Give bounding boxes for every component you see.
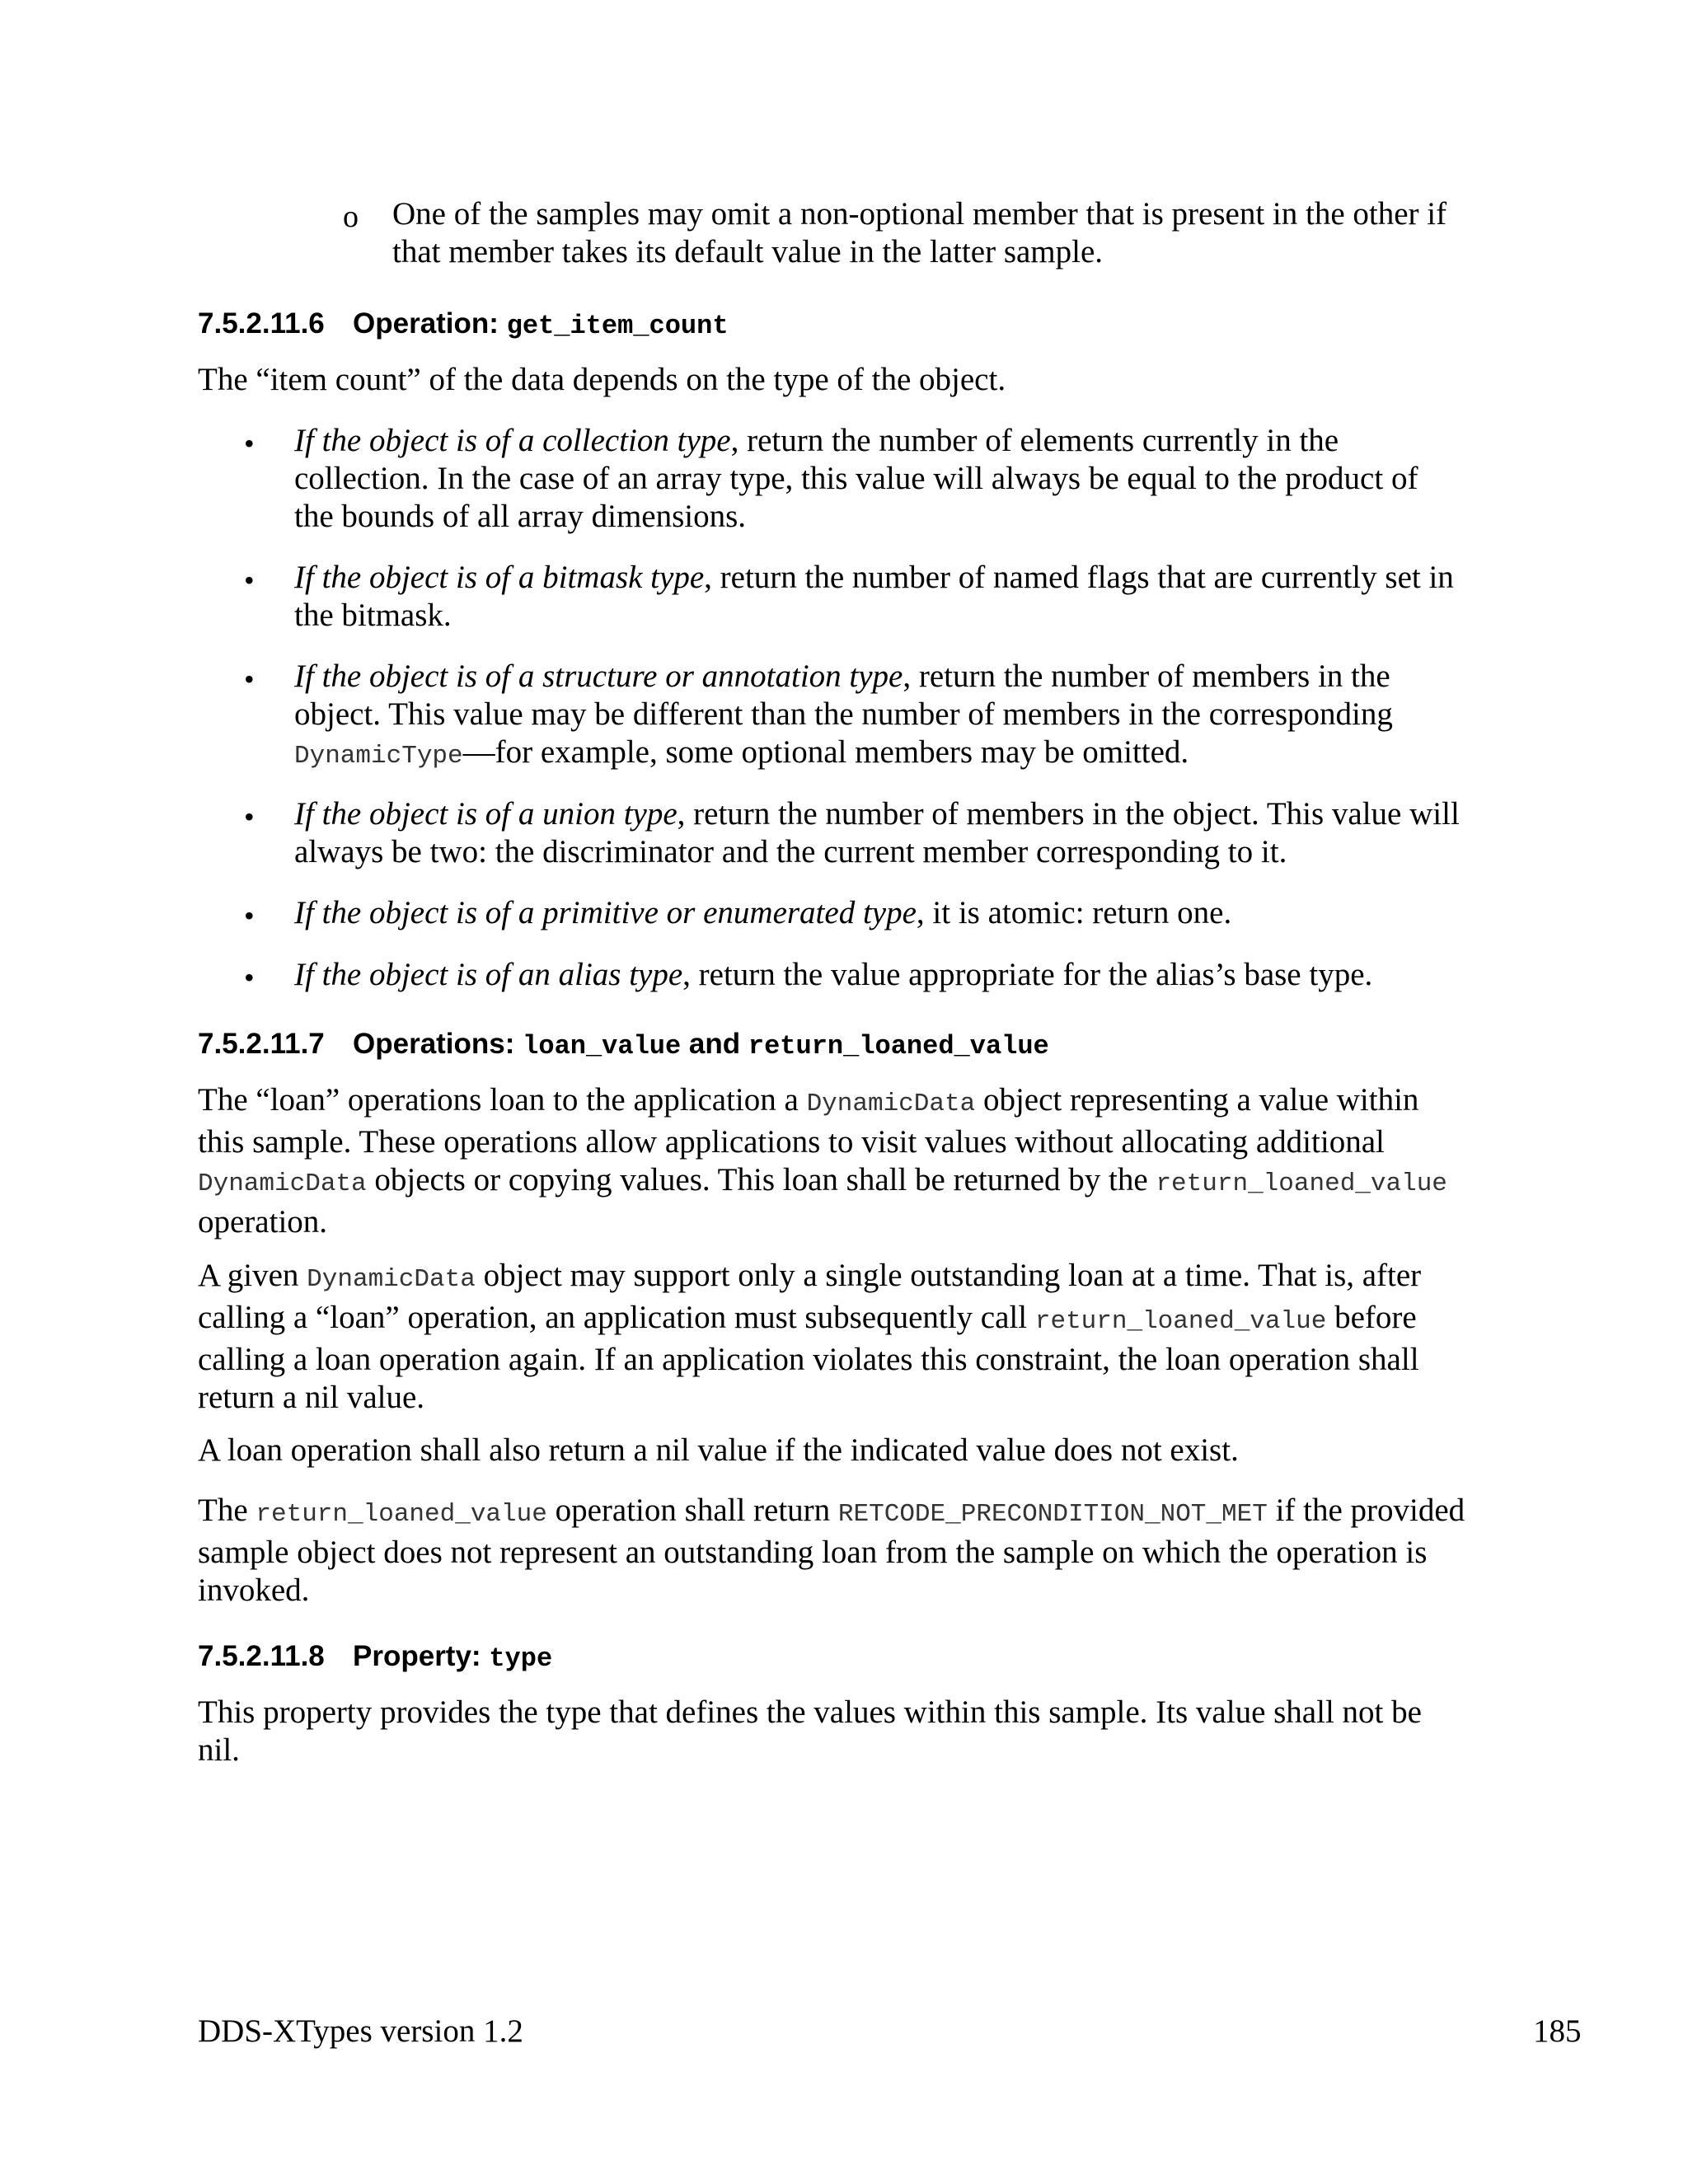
bullet-body: , return the number of members in the object. This value may be different than the number of members in the corresponding <box>294 658 1393 732</box>
bullet-condition: If the object is of a bitmask type <box>294 560 705 595</box>
inline-code: DynamicData <box>198 1169 367 1198</box>
bullet-structure <box>294 658 1465 776</box>
text-run: if the provided sample object does not represent an outstanding loan from the sample on which the operation is invoked. <box>198 1493 1465 1608</box>
bullet-primitive <box>294 894 1465 932</box>
section-label: Operation: <box>353 307 499 340</box>
paragraph-return-loaned <box>198 1492 1467 1610</box>
bullet-marker: • <box>244 800 255 833</box>
section-heading-type-property <box>198 1638 552 1678</box>
paragraph-type-property: This property provides the type that defines the values within this sample. Its value shall not be nil. <box>198 1694 1422 1768</box>
section-number: 7.5.2.11.6 <box>198 307 325 340</box>
section-code: type <box>489 1643 553 1674</box>
bullet-tail: —for example, some optional members may be omitted. <box>462 734 1189 770</box>
bullet-marker: • <box>244 899 255 932</box>
footer-document-title: DDS-XTypes version 1.2 <box>198 2013 523 2049</box>
inline-code: DynamicData <box>806 1090 976 1118</box>
bullet-condition: If the object is of a collection type <box>294 423 731 458</box>
text-run: A given <box>198 1258 307 1293</box>
section-and: and <box>688 1028 741 1060</box>
paragraph-loan-intro <box>198 1081 1467 1241</box>
bullet-marker: • <box>244 961 255 994</box>
section-number: 7.5.2.11.8 <box>198 1640 325 1672</box>
inline-code: DynamicType <box>294 742 463 771</box>
section-code-return-loaned-value: return_loaned_value <box>748 1031 1049 1062</box>
bullet-marker: • <box>244 663 255 696</box>
bullet-marker: • <box>244 427 255 460</box>
section-code-loan-value: loan_value <box>523 1031 682 1062</box>
text-run: The <box>198 1493 256 1528</box>
text-run: before calling a loan operation again. If an application violates this constraint, the loan operation shall return a nil value. <box>198 1300 1419 1415</box>
bullet-condition: If the object is of a primitive or enumerated type <box>294 895 917 930</box>
paragraph-single-loan <box>198 1257 1467 1417</box>
inline-code: RETCODE_PRECONDITION_NOT_MET <box>837 1500 1268 1529</box>
section-heading-loan-operations <box>198 1025 1049 1066</box>
section-label: Operations: <box>353 1028 515 1060</box>
bullet-body: , return the number of named flags that are currently set in the bitmask. <box>294 560 1454 633</box>
text-run: object may support only a single outstanding loan at a time. That is, after calling a “loan” operation, an application must subsequently call <box>198 1258 1422 1335</box>
section-heading-get-item-count <box>198 305 729 345</box>
bullet-marker: • <box>244 564 255 597</box>
inline-code: return_loaned_value <box>1034 1307 1327 1336</box>
text-run: operation shall return <box>546 1493 838 1528</box>
sub-bullet-text: One of the samples may omit a non-optional member that is present in the other if that member takes its default value in the latter sample. <box>392 196 1447 269</box>
section-number: 7.5.2.11.7 <box>198 1028 325 1060</box>
inline-code: return_loaned_value <box>1156 1169 1447 1198</box>
bullet-condition: If the object is of an alias type <box>294 957 683 992</box>
bullet-alias <box>294 956 1465 994</box>
inline-code: DynamicData <box>307 1265 476 1294</box>
bullet-union <box>294 795 1465 871</box>
text-run: operation. <box>198 1204 328 1240</box>
bullet-body: , it is atomic: return one. <box>916 895 1232 930</box>
section-code: get_item_count <box>506 311 729 341</box>
text-run: object representing a value within this sample. These operations allow applications to visit values without allocating additional <box>198 1082 1419 1160</box>
text-run: The “loan” operations loan to the application a <box>198 1082 807 1118</box>
section-intro: The “item count” of the data depends on the type of the object. <box>198 362 1006 397</box>
bullet-body: , return the number of members in the object. This value will always be two: the discriminator and the current member corresponding to it. <box>294 796 1460 869</box>
section-label: Property: <box>353 1640 481 1672</box>
bullet-condition: If the object is of a union type <box>294 796 678 832</box>
bullet-collection <box>294 422 1465 536</box>
bullet-bitmask <box>294 559 1465 635</box>
bullet-body: , return the number of elements currently in the collection. In the case of an array type, this value will always be equal to the product of the bounds of all array dimensions. <box>294 423 1418 534</box>
footer-page-number: 185 <box>1533 2013 1582 2049</box>
sub-bullet-marker: o <box>343 199 359 234</box>
inline-code: return_loaned_value <box>256 1500 547 1529</box>
paragraph-nil-value: A loan operation shall also return a nil value if the indicated value does not exist. <box>198 1432 1239 1468</box>
text-run: objects or copying values. This loan shall be returned by the <box>366 1162 1156 1197</box>
bullet-body: , return the value appropriate for the alias’s base type. <box>682 957 1373 992</box>
bullet-condition: If the object is of a structure or annotation type <box>294 658 903 694</box>
